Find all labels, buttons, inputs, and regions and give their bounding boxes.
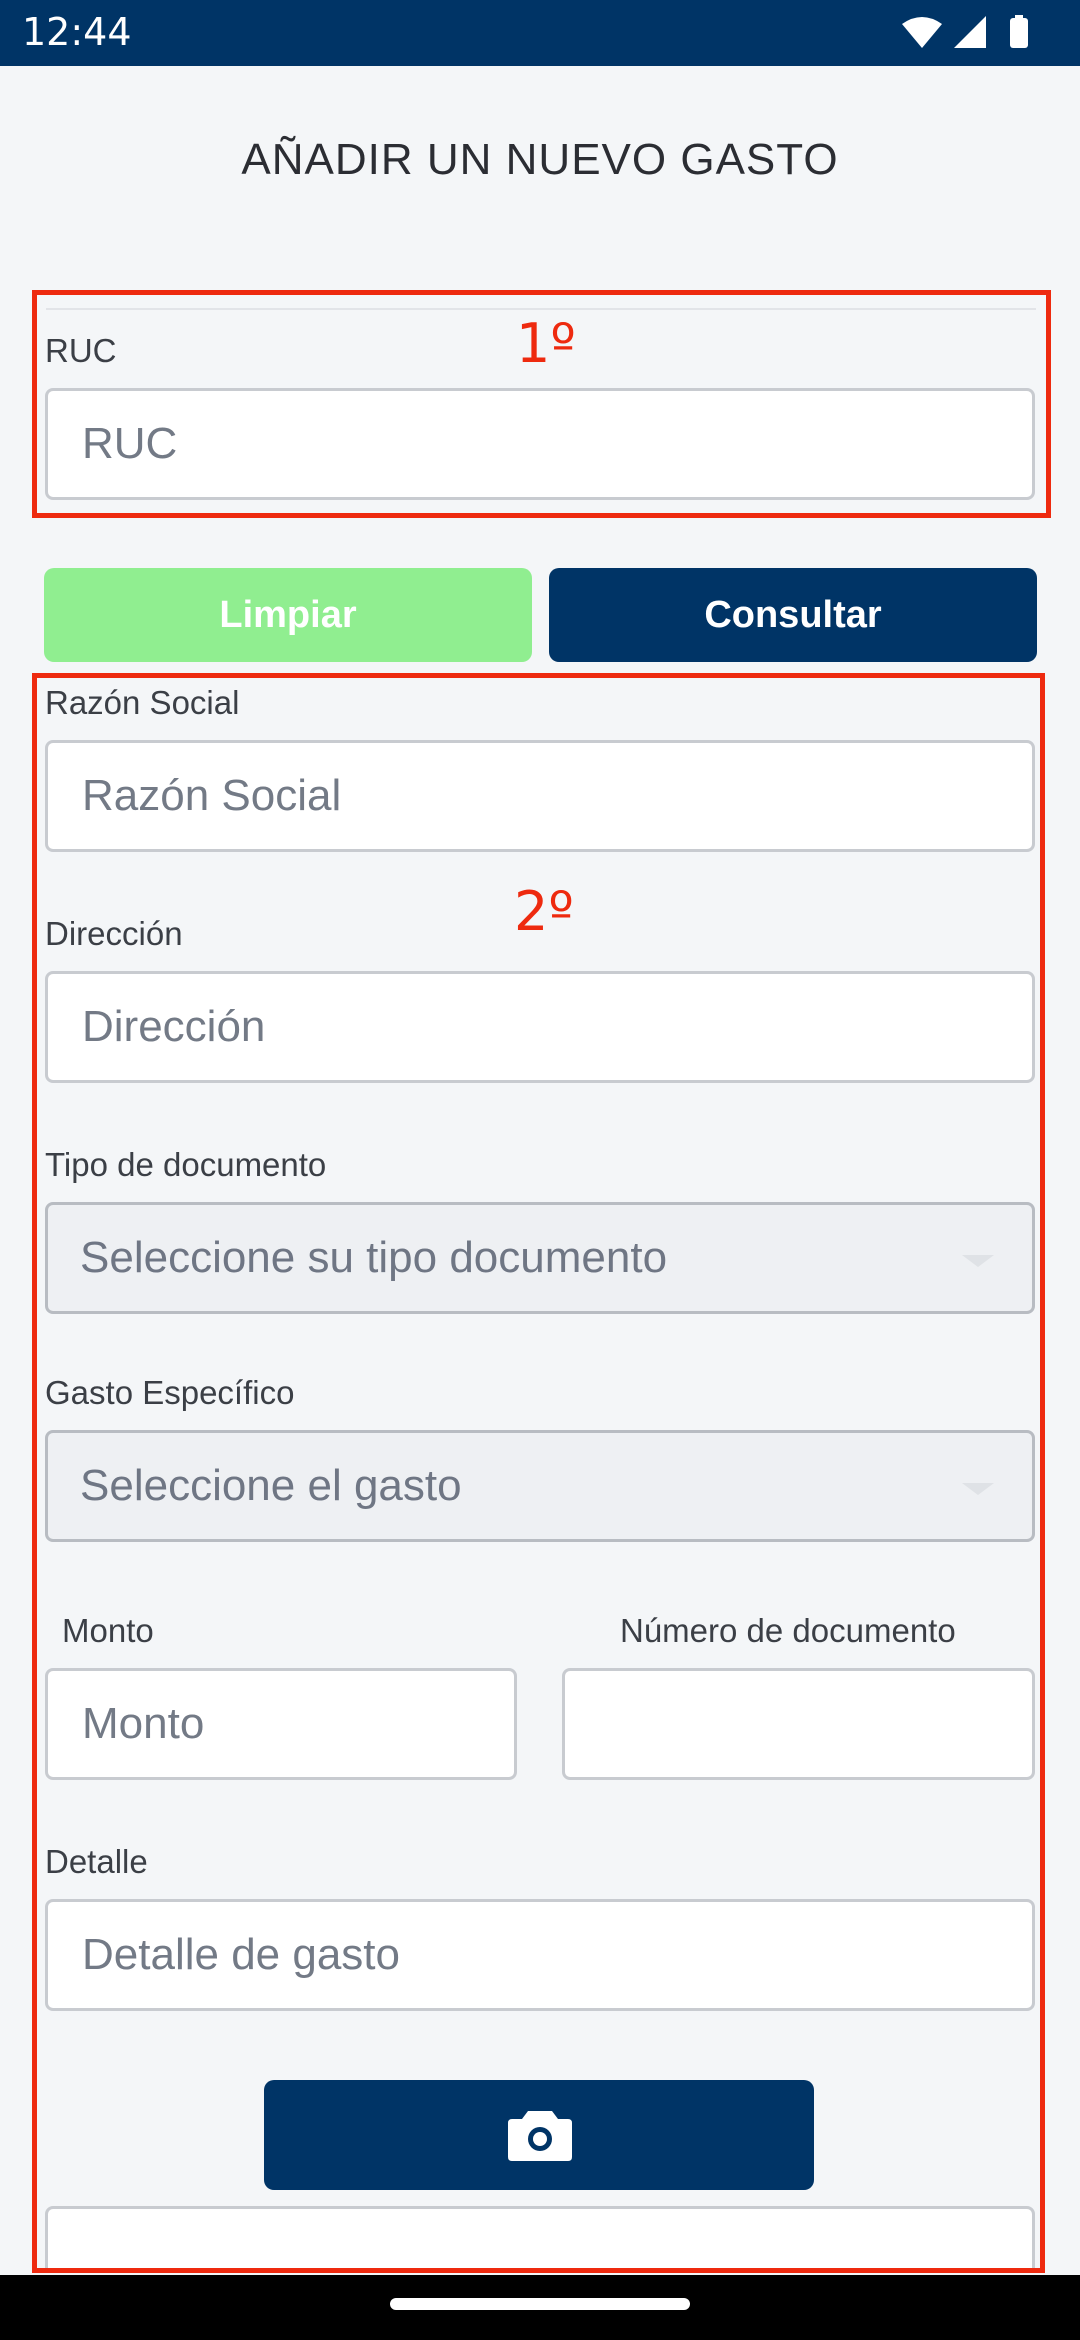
tipo-documento-value: Seleccione su tipo documento <box>80 1233 668 1282</box>
query-button[interactable]: Consultar <box>549 568 1037 662</box>
signal-icon <box>954 16 986 48</box>
numero-documento-input[interactable] <box>562 1668 1035 1780</box>
annotation-1: 1º <box>516 312 576 375</box>
battery-icon <box>1010 18 1028 48</box>
page-title: AÑADIR UN NUEVO GASTO <box>241 135 839 184</box>
razon-social-input[interactable]: Razón Social <box>45 740 1035 852</box>
home-gesture-handle[interactable] <box>390 2298 690 2310</box>
direccion-input[interactable]: Dirección <box>45 971 1035 1083</box>
monto-label: Monto <box>62 1612 154 1649</box>
direccion-label: Dirección <box>45 915 183 952</box>
tipo-documento-label: Tipo de documento <box>45 1146 327 1183</box>
razon-social-label: Razón Social <box>45 684 240 721</box>
divider <box>46 308 1036 310</box>
tipo-documento-select[interactable] <box>45 1202 1035 1314</box>
ruc-label: RUC <box>45 332 117 369</box>
gasto-especifico-value: Seleccione el gasto <box>80 1461 462 1510</box>
status-time: 12:44 <box>22 10 132 54</box>
ruc-input[interactable]: RUC <box>45 388 1035 500</box>
wifi-icon <box>902 17 942 48</box>
camera-button[interactable] <box>264 2080 814 2190</box>
annotation-2: 2º <box>514 880 574 943</box>
gasto-especifico-select[interactable] <box>45 1430 1035 1542</box>
chevron-down-icon <box>962 1255 994 1267</box>
monto-input[interactable]: Monto <box>45 1668 517 1780</box>
detalle-label: Detalle <box>45 1843 148 1880</box>
camera-icon <box>506 2107 574 2163</box>
status-icons <box>900 14 1040 52</box>
chevron-down-icon <box>962 1483 994 1495</box>
numero-documento-label: Número de documento <box>620 1612 956 1649</box>
clear-button[interactable]: Limpiar <box>44 568 532 662</box>
next-field[interactable] <box>45 2206 1035 2268</box>
detalle-input[interactable]: Detalle de gasto <box>45 1899 1035 2011</box>
gasto-especifico-label: Gasto Específico <box>45 1374 295 1411</box>
